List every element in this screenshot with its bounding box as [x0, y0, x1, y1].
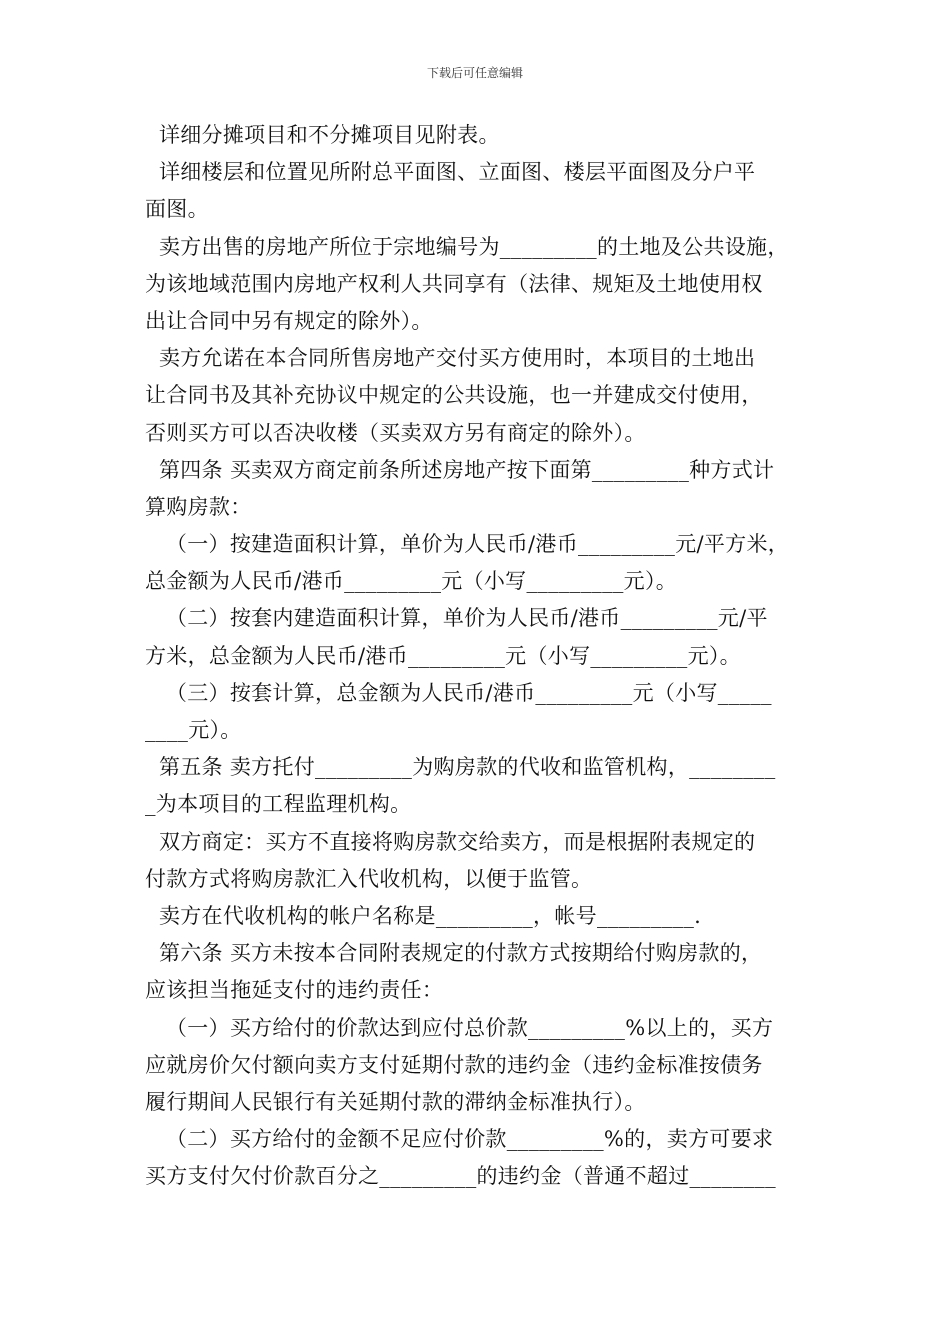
text-line: （二）按套内建造面积计算，单价为人民币/港币_________元/平	[145, 606, 768, 631]
text-line: 详细分摊项目和不分摊项目见附表。	[145, 123, 500, 147]
text-line: （一）买方给付的价款达到应付总价款_________%以上的，买方	[145, 1015, 774, 1040]
text-line: _为本项目的工程监理机构。	[145, 792, 412, 817]
text-line: 让合同书及其补充协议中规定的公共设施，也一并建成交付使用，	[145, 383, 763, 408]
text-line: 卖方允诺在本合同所售房地产交付买方使用时，本项目的土地出	[145, 346, 756, 371]
text-line: 总金额为人民币/港币_________元（小写_________元）。	[145, 569, 678, 594]
text-line: （三）按套计算，总金额为人民币/港币_________元（小写_____	[145, 680, 772, 705]
text-line: 第六条 买方未按本合同附表规定的付款方式按期给付购房款的，	[145, 941, 763, 966]
text-line: 卖方在代收机构的帐户名称是_________，帐号_________.	[145, 903, 702, 928]
text-line: （二）买方给付的金额不足应付价款_________%的，卖方可要求	[145, 1127, 774, 1152]
text-line: 履行期间人民银行有关延期付款的滞纳金标准执行）。	[145, 1089, 646, 1114]
page-header: 下载后可任意编辑	[426, 66, 523, 80]
text-line: 应就房价欠付额向卖方支付延期付款的违约金（违约金标准按债务	[145, 1052, 763, 1077]
text-line: 卖方出售的房地产所位于宗地编号为_________的土地及公共设施，	[145, 234, 789, 259]
text-line: 出让合同中另有规定的除外）。	[145, 308, 433, 333]
text-line: 方米，总金额为人民币/港币_________元（小写_________元）。	[145, 643, 741, 668]
text-line: 双方商定：买方不直接将购房款交给卖方，而是根据附表规定的	[145, 829, 756, 854]
text-line: 付款方式将购房款汇入代收机构，以便于监管。	[145, 866, 593, 891]
text-line: 详细楼层和位置见所附总平面图、立面图、楼层平面图及分户平	[145, 160, 756, 185]
text-line: 为该地域范围内房地产权利人共同享有（法律、规矩及土地使用权	[145, 271, 763, 296]
text-line: 第五条 卖方托付_________为购房款的代收和监管机构，________	[145, 755, 776, 780]
text-line: 第四条 买卖双方商定前条所述房地产按下面第_________种方式计	[145, 457, 775, 482]
text-line: 算购房款：	[145, 494, 252, 519]
contract-body	[145, 117, 810, 1195]
text-line: 买方支付欠付价款百分之_________的违约金（普通不超过________	[145, 1164, 776, 1189]
text-line: 否则买方可以否决收楼（买卖双方另有商定的除外）。	[145, 420, 646, 445]
text-line: 应该担当拖延支付的违约责任：	[145, 978, 444, 1003]
text-line: ____元）。	[145, 718, 242, 742]
text-line: （一）按建造面积计算，单价为人民币/港币_________元/平方米，	[145, 532, 790, 557]
text-line: 面图。	[145, 197, 209, 222]
